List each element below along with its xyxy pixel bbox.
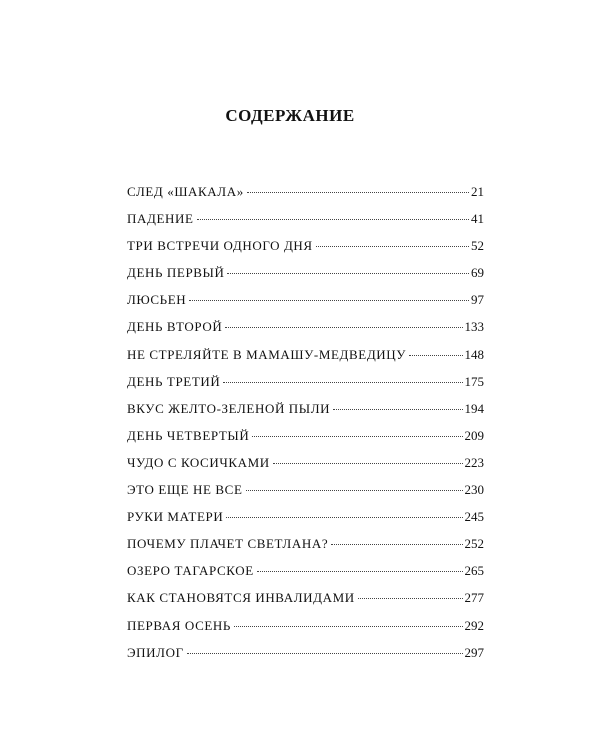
table-of-contents [127,184,484,672]
toc-entry-page-number: 223 [464,454,484,470]
dot-leader [246,490,463,491]
toc-entry-page-number: 194 [464,400,484,416]
toc-entry [127,509,484,536]
toc-entry [127,211,484,238]
dot-leader [227,273,469,274]
toc-entry-title: ДЕНЬ ЧЕТВЕРТЫЙ [127,427,250,443]
toc-entry-title: ОЗЕРО ТАГАРСКОЕ [127,563,254,579]
toc-entry [127,238,484,265]
toc-entry-title: ПОЧЕМУ ПЛАЧЕТ СВЕТЛАНА? [127,536,329,552]
toc-entry-title: НЕ СТРЕЛЯЙТЕ В МАМАШУ-МЕДВЕДИЦУ [127,346,407,362]
dot-leader [252,436,462,437]
toc-entry-title: ПАДЕНИЕ [127,211,194,227]
toc-entry-title: КАК СТАНОВЯТСЯ ИНВАЛИДАМИ [127,590,355,606]
toc-entry-page-number: 252 [464,536,484,552]
toc-entry-page-number: 69 [471,265,484,281]
toc-entry [127,184,484,211]
toc-entry-page-number: 175 [464,373,484,389]
toc-entry [127,347,484,374]
toc-entry-page-number: 209 [464,427,484,443]
toc-entry [127,428,484,455]
toc-entry-title: ДЕНЬ ТРЕТИЙ [127,373,221,389]
dot-leader [187,653,463,654]
toc-entry-page-number: 97 [471,292,484,308]
dot-leader [316,246,469,247]
dot-leader [409,355,462,356]
toc-entry-page-number: 245 [464,509,484,525]
toc-entry-page-number: 297 [464,644,484,660]
dot-leader [331,544,462,545]
toc-entry-page-number: 292 [464,617,484,633]
toc-entry [127,319,484,346]
dot-leader [247,192,469,193]
toc-entry-title: ВКУС ЖЕЛТО-ЗЕЛЕНОЙ ПЫЛИ [127,400,331,416]
toc-entry-page-number: 21 [471,184,484,199]
toc-entry-title: РУКИ МАТЕРИ [127,509,224,525]
dot-leader [197,219,469,220]
toc-entry-page-number: 230 [464,482,484,498]
toc-entry-page-number: 148 [464,346,484,362]
toc-entry-title: ТРИ ВСТРЕЧИ ОДНОГО ДНЯ [127,238,313,254]
toc-entry-title: ЭПИЛОГ [127,644,184,660]
dot-leader [257,571,463,572]
toc-entry-title: ДЕНЬ ПЕРВЫЙ [127,265,225,281]
dot-leader [225,327,462,328]
toc-entry-page-number: 41 [471,211,484,227]
toc-entry-page-number: 52 [471,238,484,254]
dot-leader [234,626,463,627]
toc-entry [127,536,484,563]
toc-entry-title: ПЕРВАЯ ОСЕНЬ [127,617,231,633]
toc-entry-title: ЧУДО С КОСИЧКАМИ [127,454,270,470]
toc-entry-title: ЭТО ЕЩЕ НЕ ВСЕ [127,482,243,498]
toc-entry [127,455,484,482]
toc-entry-title: ЛЮСЬЕН [127,292,187,308]
toc-entry [127,401,484,428]
dot-leader [333,409,462,410]
toc-entry-page-number: 265 [464,563,484,579]
toc-entry [127,590,484,617]
toc-entry [127,292,484,319]
toc-entry [127,645,484,672]
toc-entry-title: СЛЕД «ШАКАЛА» [127,184,244,199]
dot-leader [189,300,469,301]
toc-entry-title: ДЕНЬ ВТОРОЙ [127,319,223,335]
toc-entry [127,374,484,401]
page-title: СОДЕРЖАНИЕ [225,106,355,125]
dot-leader [273,463,463,464]
dot-leader [358,598,463,599]
dot-leader [226,517,462,518]
toc-entry-page-number: 133 [464,319,484,335]
toc-entry [127,563,484,590]
toc-entry [127,482,484,509]
toc-entry [127,265,484,292]
toc-entry [127,618,484,645]
dot-leader [223,382,462,383]
toc-entry-page-number: 277 [464,590,484,606]
